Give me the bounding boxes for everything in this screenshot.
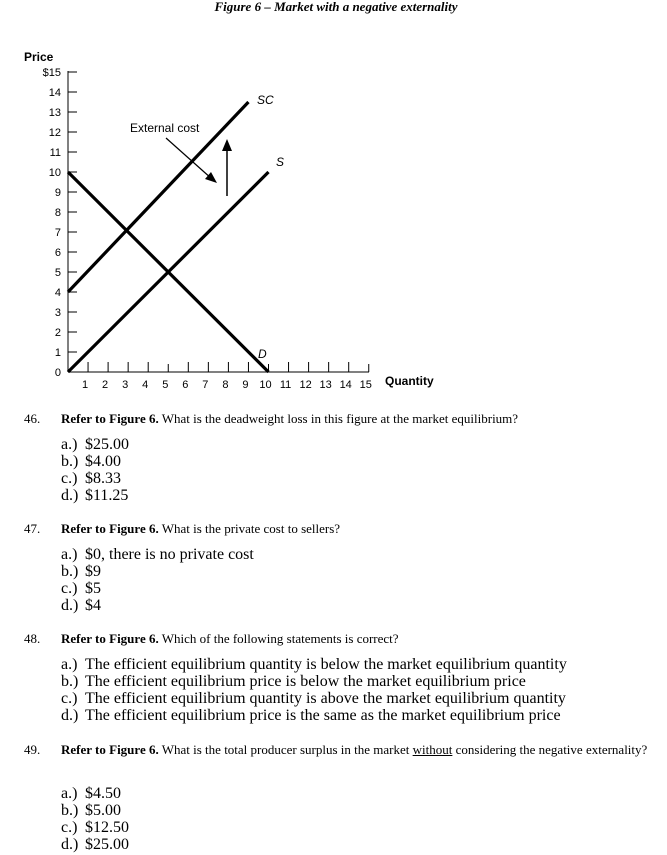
option-d[interactable]: d.) $4 [61, 597, 101, 614]
x-tick-label: 11 [279, 379, 292, 391]
option-b[interactable]: b.) $5.00 [61, 802, 121, 819]
question-48-options [61, 656, 567, 724]
x-tick-label: 14 [339, 379, 352, 391]
series-label-s: S [276, 155, 285, 169]
x-axis-label: Quantity [385, 374, 434, 388]
y-tick-label: $15 [42, 67, 61, 79]
y-tick-label: 6 [54, 247, 61, 259]
external-cost-up-arrowhead [222, 139, 232, 151]
x-tick-label: 7 [202, 379, 209, 391]
y-tick-label: 9 [54, 187, 61, 199]
external-cost-annotation [130, 121, 232, 196]
y-tick-label: 14 [48, 87, 61, 99]
question-text: What is the deadweight loss in this figure at the market equilibrium? [158, 411, 519, 426]
option-c[interactable]: c.) $12.50 [61, 819, 129, 836]
x-tick-label: 2 [102, 379, 109, 391]
option-b[interactable]: b.) The efficient equilibrium price is below the market equilibrium price [61, 673, 526, 690]
external-cost-pointer [166, 138, 212, 179]
external-cost-label: External cost [130, 121, 200, 135]
x-tick-label: 10 [259, 379, 272, 391]
question-number: 49. [24, 742, 41, 757]
y-tick-label: 3 [54, 307, 61, 319]
x-tick-label: 4 [142, 379, 149, 391]
x-tick-label: 13 [319, 379, 332, 391]
option-c[interactable]: c.) $5 [61, 580, 101, 597]
y-axis-label: Price [24, 50, 54, 64]
question-47-options [61, 546, 254, 614]
x-tick-label: 15 [359, 379, 372, 391]
y-tick-label: 5 [54, 267, 61, 279]
question-ref: Refer to Figure 6. [61, 742, 159, 757]
option-c[interactable]: c.) The efficient equilibrium quantity is above the market equilibrium quantity [61, 690, 566, 707]
option-d[interactable]: d.) $25.00 [61, 836, 129, 853]
y-tick-label: 13 [48, 107, 61, 119]
y-tick-label: 0 [54, 367, 61, 379]
question-ref: Refer to Figure 6. [61, 631, 159, 646]
chart-title: Figure 6 – Market with a negative externality [214, 0, 458, 14]
question-text-end: considering the negative externality? [452, 742, 648, 757]
y-tick-label: 12 [48, 127, 61, 139]
x-tick-label: 5 [162, 379, 169, 391]
x-tick-label: 9 [242, 379, 249, 391]
option-d[interactable]: d.) $11.25 [61, 487, 129, 504]
x-tick-label: 12 [299, 379, 312, 391]
series-label-sc: SC [257, 93, 274, 107]
question-number: 48. [24, 631, 41, 646]
question-text: What is the total producer surplus in the market [158, 742, 413, 757]
y-tick-label: 4 [54, 287, 61, 299]
x-tick-label: 8 [222, 379, 229, 391]
option-c[interactable]: c.) $8.33 [61, 470, 121, 487]
y-tick-label: 2 [54, 327, 61, 339]
option-b[interactable]: b.) $9 [61, 563, 101, 580]
option-a[interactable]: a.) $4.50 [61, 785, 121, 802]
question-ref: Refer to Figure 6. [61, 411, 159, 426]
option-a[interactable]: a.) $0, there is no private cost [61, 546, 254, 563]
y-tick-label: 8 [54, 207, 61, 219]
question-46-options [61, 436, 129, 504]
y-tick-label: 7 [54, 227, 61, 239]
question-49-options [61, 785, 129, 853]
question-number: 46. [24, 411, 41, 426]
y-tick-label: 10 [48, 167, 61, 179]
question-text: What is the private cost to sellers? [158, 521, 341, 536]
question-text-underlined: without [412, 742, 453, 757]
x-tick-label: 6 [182, 379, 189, 391]
option-a[interactable]: a.) The efficient equilibrium quantity is below the market equilibrium quantity [61, 656, 567, 673]
question-text: Which of the following statements is correct? [158, 631, 399, 646]
series-label-d: D [258, 347, 267, 361]
x-tick-label: 3 [122, 379, 129, 391]
option-b[interactable]: b.) $4.00 [61, 453, 121, 470]
y-tick-label: 11 [49, 147, 61, 159]
y-tick-label: 1 [54, 347, 61, 359]
option-a[interactable]: a.) $25.00 [61, 436, 129, 453]
x-tick-label: 1 [81, 379, 89, 391]
market-externality-chart [0, 0, 667, 395]
question-ref: Refer to Figure 6. [61, 521, 159, 536]
question-number: 47. [24, 521, 41, 536]
option-d[interactable]: d.) The efficient equilibrium price is the same as the market equilibrium price [61, 707, 561, 724]
